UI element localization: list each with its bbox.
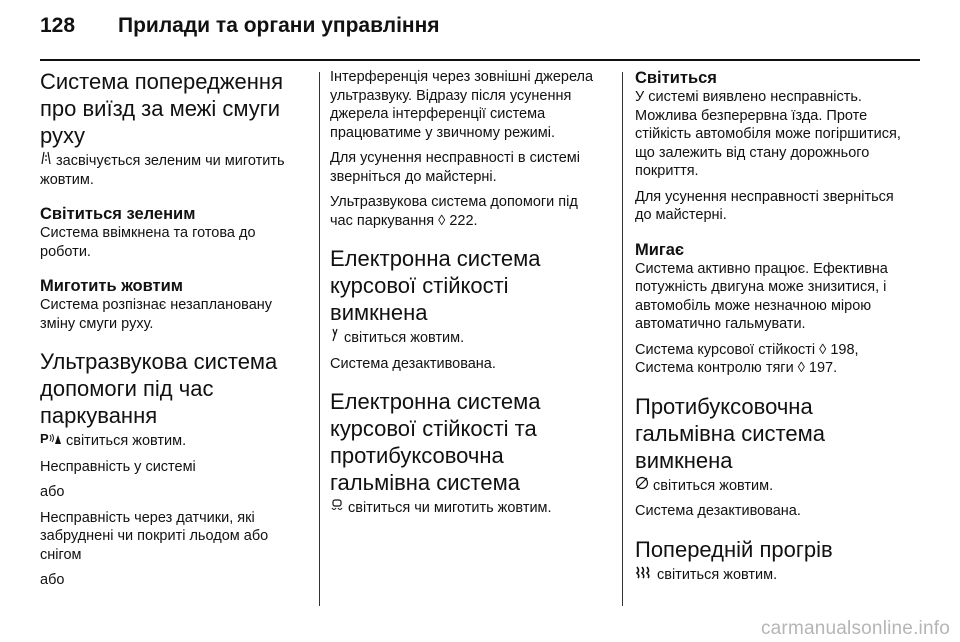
page-header xyxy=(40,14,920,54)
traction-off-description-text: світиться жовтим. xyxy=(653,477,774,494)
esc-off-status: Система дезактивована. xyxy=(330,355,496,372)
heading-esc-off: Електронна система курсової стійкості вимкнена xyxy=(330,246,541,325)
esc-traction-description xyxy=(330,498,600,518)
lane-departure-icon xyxy=(40,151,52,170)
heading-preheat: Попередній прогрів xyxy=(635,536,833,562)
heading-flashing: Мигає xyxy=(635,240,685,259)
page-number: 128 xyxy=(40,14,76,37)
park-description xyxy=(40,431,310,451)
watermark: carmanualsonline.info xyxy=(760,618,950,639)
heading-esc-traction: Електронна система курсової стійкості та протибуксовочна гальмівна система xyxy=(330,389,541,495)
heading-lit: Світиться xyxy=(635,69,717,87)
heading-lane-departure: Система попередження про виїзд за межі смуги руху xyxy=(40,69,283,148)
svg-text:P: P xyxy=(40,431,49,445)
preheat-coil-icon xyxy=(635,565,653,584)
lit-advice: Для усунення несправності зверніться до майстерні. xyxy=(635,188,894,223)
park-or-1: або xyxy=(40,484,65,500)
traction-off-description xyxy=(635,476,910,496)
flash-description: Система активно працює. Ефективна потужність двигуна може знизитися, і автомобіль може незначною мірою автоматично гальмувати. xyxy=(635,260,888,332)
header-rule xyxy=(40,59,920,61)
green-description: Система ввімкнена та готова до роботи. xyxy=(40,225,256,260)
park-fault-2: Несправність через датчики, які забруднені чи покриті льодом або снігом xyxy=(40,509,269,563)
flash-reference: Система курсової стійкості ◊ 198, Система контролю тяги ◊ 197. xyxy=(635,341,859,376)
esc-off-description xyxy=(330,328,600,348)
heading-flash-yellow: Миготить жовтим xyxy=(40,277,183,295)
park-reference: Ультразвукова система допомоги під час паркування ◊ 222. xyxy=(330,194,578,229)
esc-icon xyxy=(330,498,344,517)
lane-description-text: засвічується зеленим чи миготить жовтим. xyxy=(40,153,285,188)
page-title: Прилади та органи управління xyxy=(118,14,440,37)
parking-assist-icon xyxy=(40,431,62,450)
preheat-description xyxy=(635,565,910,585)
lane-description xyxy=(40,151,310,189)
yellow-description: Система розпізнає незаплановану зміну смуги руху. xyxy=(40,297,273,332)
preheat-description-text: світиться жовтим. xyxy=(657,566,778,583)
column-2 xyxy=(330,68,600,525)
park-fault-3: Інтерференція через зовнішні джерела ультразвуку. Відразу після усунення джерела інтерференції система працюватиме у звичному режимі. xyxy=(330,69,594,141)
park-or-2: або xyxy=(40,572,65,588)
esc-off-description-text: світиться жовтим. xyxy=(344,330,465,346)
park-fault-1: Несправність у системі xyxy=(40,458,196,475)
traction-off-icon xyxy=(635,476,649,495)
column-divider xyxy=(319,72,320,606)
column-divider xyxy=(622,72,623,606)
lit-fault: У системі виявлено несправність. Можлива безперервна їзда. Проте стійкість автомобіля може погіршитися, що залежить від стану дорожнього покриття. xyxy=(635,89,901,179)
traction-off-status: Система дезактивована. xyxy=(635,503,801,519)
park-description-text: світиться жовтим. xyxy=(66,433,187,449)
heading-lit-green: Світиться зеленим xyxy=(40,205,196,223)
esc-traction-description-text: світиться чи миготить жовтим. xyxy=(348,500,552,516)
heading-traction-off: Протибуксовочна гальмівна система вимкнена xyxy=(635,393,825,473)
column-3 xyxy=(635,68,910,591)
column-1 xyxy=(40,68,310,597)
park-advice: Для усунення несправності в системі зверніться до майстерні. xyxy=(330,150,580,185)
esc-off-icon xyxy=(330,328,340,347)
heading-parking-assist: Ультразвукова система допомоги під час паркування xyxy=(40,349,278,428)
